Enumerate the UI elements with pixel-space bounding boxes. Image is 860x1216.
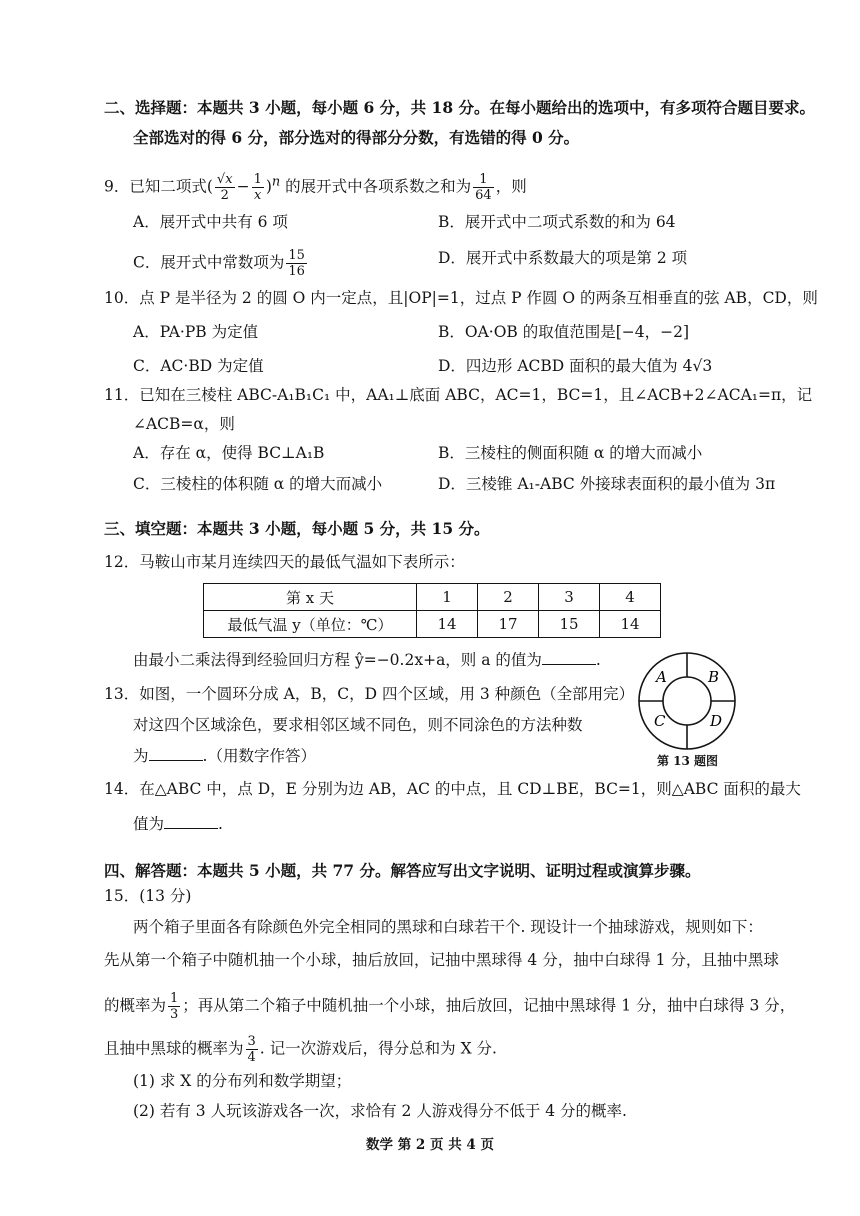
q15-para-3: 的概率为 $\frac{1}{3}$ ；再从第二个箱子中随机抽一个小球，抽后放回，记抽中黑球得 1 分，抽中白球得 3 分， [104, 991, 796, 1022]
table-cell: 14 [600, 611, 661, 638]
table-cell: 14 [417, 611, 478, 638]
answer-blank [542, 650, 596, 665]
q15-para-2: 先从第一个箱子中随机抽一个小球，抽后放回，记抽中黑球得 4 分，抽中白球得 1 分，且抽中黑球 [104, 951, 779, 969]
region-label-a: A [656, 668, 667, 686]
q10-option-d: D．四边形 ACBD 面积的最大值为 4√3 [438, 357, 713, 375]
q9-option-b: B．展开式中二项式系数的和为 64 [438, 213, 676, 231]
section-2-title-cont: 全部选对的得 6 分，部分选对的得部分分数，有选错的得 0 分。 [133, 128, 580, 147]
section-3-title: 三、填空题：本题共 3 小题，每小题 5 分，共 15 分。 [104, 519, 490, 538]
q15-para-3-post: ；再从第二个箱子中随机抽一个小球，抽后放回，记抽中黑球得 1 分，抽中白球得 3 分， [182, 996, 796, 1015]
q13-line-1: 13．如图，一个圆环分成 A，B，C，D 四个区域，用 3 种颜色（全部用完） [104, 685, 635, 703]
q15-head: 15．(13 分) [104, 887, 192, 905]
table-cell: 17 [478, 611, 539, 638]
q15-para-4-pre: 且抽中黑球的概率为 [104, 1039, 244, 1058]
q9-option-c-text: C．展开式中常数项为 [133, 253, 285, 272]
q12-text-end: . [595, 651, 601, 669]
answer-blank [149, 746, 203, 761]
q10-option-a: A．PA·PB 为定值 [133, 323, 259, 341]
q11-stem: 11．已知在三棱柱 ABC-A₁B₁C₁ 中，AA₁⊥底面 ABC，AC=1，BC=1，且∠ACB+2∠ACA₁=π，记 [104, 386, 813, 404]
table-header-day: 第 x 天 [204, 584, 417, 611]
q10-option-c: C．AC·BD 为定值 [133, 357, 264, 375]
q9-option-d: D．展开式中系数最大的项是第 2 项 [438, 249, 688, 267]
q12-temperature-table [203, 583, 661, 638]
page-footer: 数学 第 2 页 共 4 页 [366, 1137, 494, 1153]
table-row [204, 584, 661, 611]
q15-para-3-pre: 的概率为 [104, 996, 167, 1015]
q15-para-4-post: . 记一次游戏后，得分总和为 X 分. [259, 1039, 497, 1058]
q9-option-c: C．展开式中常数项为 $\frac{15}{16}$ [133, 248, 305, 279]
q14-line-2-pre: 值为 [133, 815, 165, 833]
q15-para-1: 两个箱子里面各有除颜色外完全相同的黑球和白球若干个. 现设计一个抽球游戏，规则如下： [133, 918, 763, 936]
q10-option-b: B．OA·OB 的取值范围是[−4，−2] [438, 323, 690, 341]
q10-stem: 10．点 P 是半径为 2 的圆 O 内一定点，且|OP|=1，过点 P 作圆 O 的两条互相垂直的弦 AB，CD，则 [104, 289, 818, 307]
answer-blank [164, 814, 218, 829]
q12-text-b: ŷ=−0.2x+a，则 a 的值为 [354, 651, 542, 669]
q14-line-2 [133, 814, 223, 834]
ring-diagram [636, 650, 738, 752]
table-row [204, 611, 661, 638]
region-label-b: B [708, 668, 720, 686]
q12-text-a: 由最小二乘法得到经验回归方程 [133, 651, 351, 669]
q13-line-2: 对这四个区域涂色，要求相邻区域不同色，则不同涂色的方法种数 [133, 716, 583, 734]
q13-line-3-pre: 为 [133, 747, 149, 765]
table-cell: 1 [417, 584, 478, 611]
q9-stem: 9．已知二项式( $\frac{√x}{2}$ − $\frac{1}{x}$ )$^n$ 的展开式中各项系数之和为 $\frac{1}{64}$ ，则 [104, 172, 527, 203]
q13-line-3-post: .（用数字作答） [202, 747, 316, 765]
q11-option-c: C．三棱柱的体积随 α 的增大而减小 [133, 475, 383, 493]
q11-option-d: D．三棱锥 A₁-ABC 外接球表面积的最小值为 3π [438, 475, 776, 493]
region-label-d: D [710, 712, 723, 730]
ring-inner-circle [663, 677, 711, 725]
table-header-temp: 最低气温 y（单位：℃） [204, 611, 417, 638]
q13-line-3 [133, 746, 316, 766]
q11-option-a: A．存在 α，使得 BC⊥A₁B [133, 444, 325, 462]
table-cell: 4 [600, 584, 661, 611]
table-cell: 2 [478, 584, 539, 611]
table-cell: 3 [539, 584, 600, 611]
q15-sub-1: (1) 求 X 的分布列和数学期望； [133, 1072, 352, 1090]
q15-para-4: 且抽中黑球的概率为 $\frac{3}{4}$ . 记一次游戏后，得分总和为 X 分. [104, 1034, 497, 1065]
q12-stem: 12．马鞍山市某月连续四天的最低气温如下表所示： [104, 553, 465, 571]
q12-question [133, 650, 601, 670]
figure-caption: 第 13 题图 [657, 754, 719, 768]
q15-sub-2: (2) 若有 3 人玩该游戏各一次，求恰有 2 人游戏得分不低于 4 分的概率. [133, 1102, 627, 1120]
q14-line-2-post: . [218, 815, 223, 833]
region-label-c: C [654, 712, 666, 730]
q14-line-1: 14．在△ABC 中，点 D，E 分别为边 AB，AC 的中点，且 CD⊥BE，BC=1，则△ABC 面积的最大 [104, 780, 801, 798]
q9-option-a: A．展开式中共有 6 项 [133, 213, 288, 231]
section-4-title: 四、解答题：本题共 5 小题，共 77 分。解答应写出文字说明、证明过程或演算步骤。 [104, 861, 701, 880]
q11-option-b: B．三棱柱的侧面积随 α 的增大而减小 [438, 444, 703, 462]
table-cell: 15 [539, 611, 600, 638]
section-2-title: 二、选择题：本题共 3 小题，每小题 6 分，共 18 分。在每小题给出的选项中，有多项符合题目要求。 [104, 98, 816, 117]
q11-stem-cont: ∠ACB=α，则 [133, 415, 235, 433]
